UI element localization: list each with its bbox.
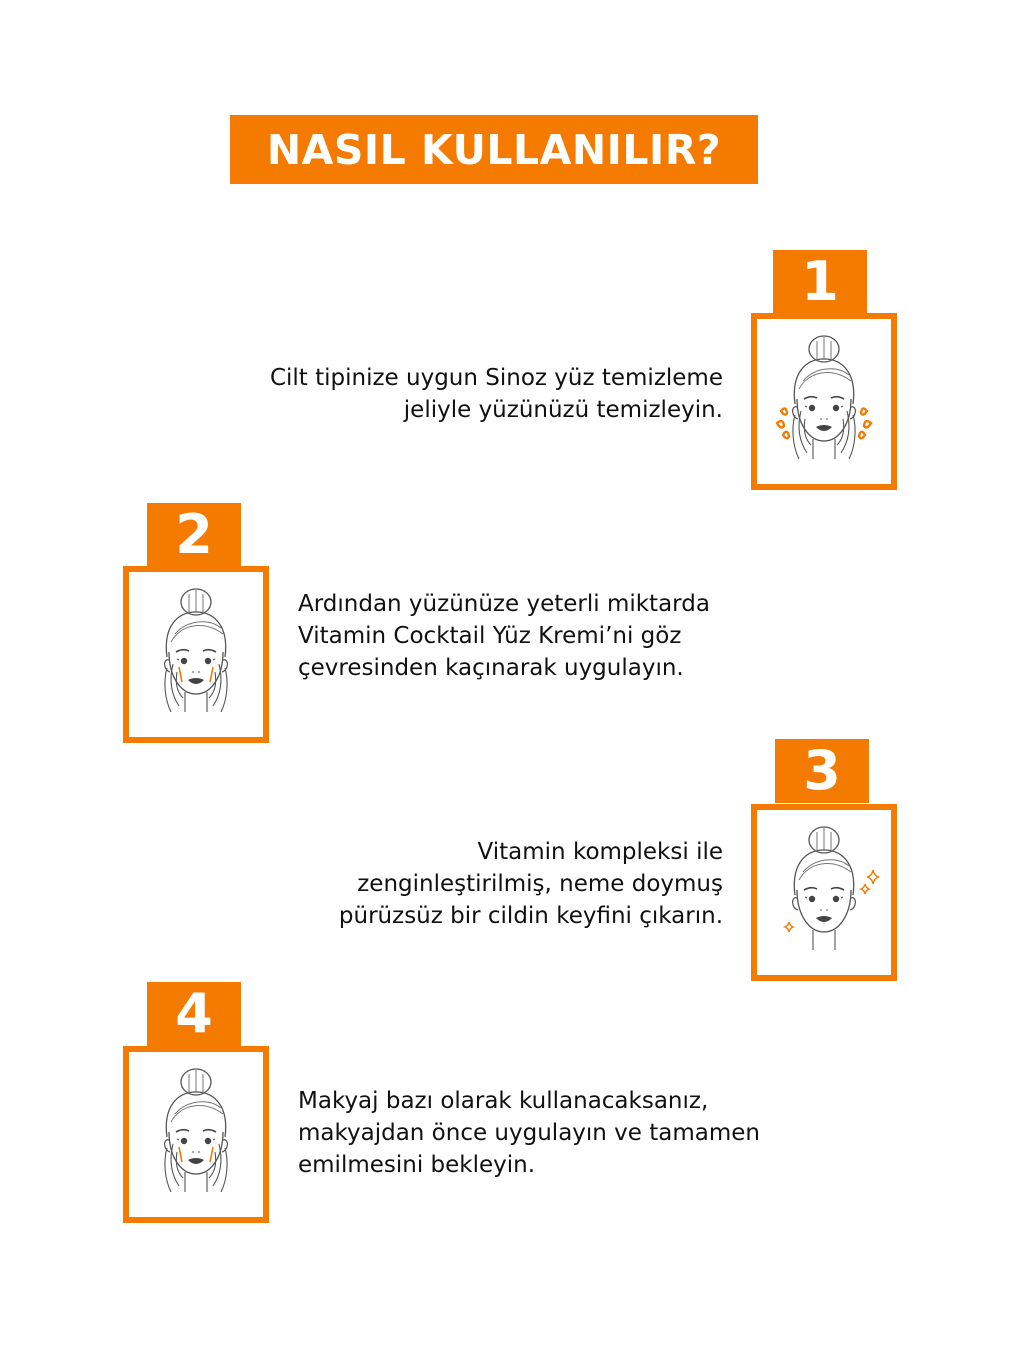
step-2-text	[298, 588, 710, 684]
step-text-line: Ardından yüzünüze yeterli miktarda	[298, 591, 710, 617]
step-2-illustration-frame	[123, 566, 269, 743]
page-title: NASIL KULLANILIR?	[266, 125, 722, 174]
step-text-line: jeliyle yüzünüzü temizleyin.	[403, 397, 723, 423]
step-text-line: Vitamin kompleksi ile	[477, 839, 723, 865]
step-text-line: çevresinden kaçınarak uygulayın.	[298, 655, 684, 681]
step-text-line: Makyaj bazı olarak kullanacaksanız,	[298, 1088, 709, 1114]
step-4-illustration-frame	[123, 1046, 269, 1223]
step-number: 1	[801, 250, 839, 313]
step-3-number-badge	[775, 739, 869, 803]
step-text-line: emilmesini bekleyin.	[298, 1152, 536, 1178]
step-1-illustration-frame	[751, 313, 897, 490]
step-4-text	[298, 1085, 760, 1181]
face-makeup-base-icon	[129, 1052, 263, 1217]
step-3-text	[339, 836, 723, 932]
title-banner	[230, 115, 758, 184]
glowing-skin-face-icon	[757, 810, 891, 975]
step-number: 4	[175, 982, 213, 1045]
step-text-line: Cilt tipinize uygun Sinoz yüz temizleme	[269, 365, 723, 391]
step-text-line: pürüzsüz bir cildin keyfini çıkarın.	[338, 903, 723, 929]
step-1-number-badge	[773, 250, 867, 314]
face-cream-application-icon	[129, 572, 263, 737]
step-number: 2	[175, 503, 213, 566]
step-2-number-badge	[147, 503, 241, 567]
step-number: 3	[803, 739, 841, 802]
step-text-line: zenginleştirilmiş, neme doymuş	[357, 871, 723, 897]
step-text-line: makyajdan önce uygulayın ve tamamen	[298, 1120, 760, 1146]
step-1-text	[270, 362, 723, 426]
step-4-number-badge	[147, 982, 241, 1046]
face-cleansing-icon	[757, 319, 891, 484]
step-text-line: Vitamin Cocktail Yüz Kremi’ni göz	[298, 623, 682, 649]
step-3-illustration-frame	[751, 804, 897, 981]
